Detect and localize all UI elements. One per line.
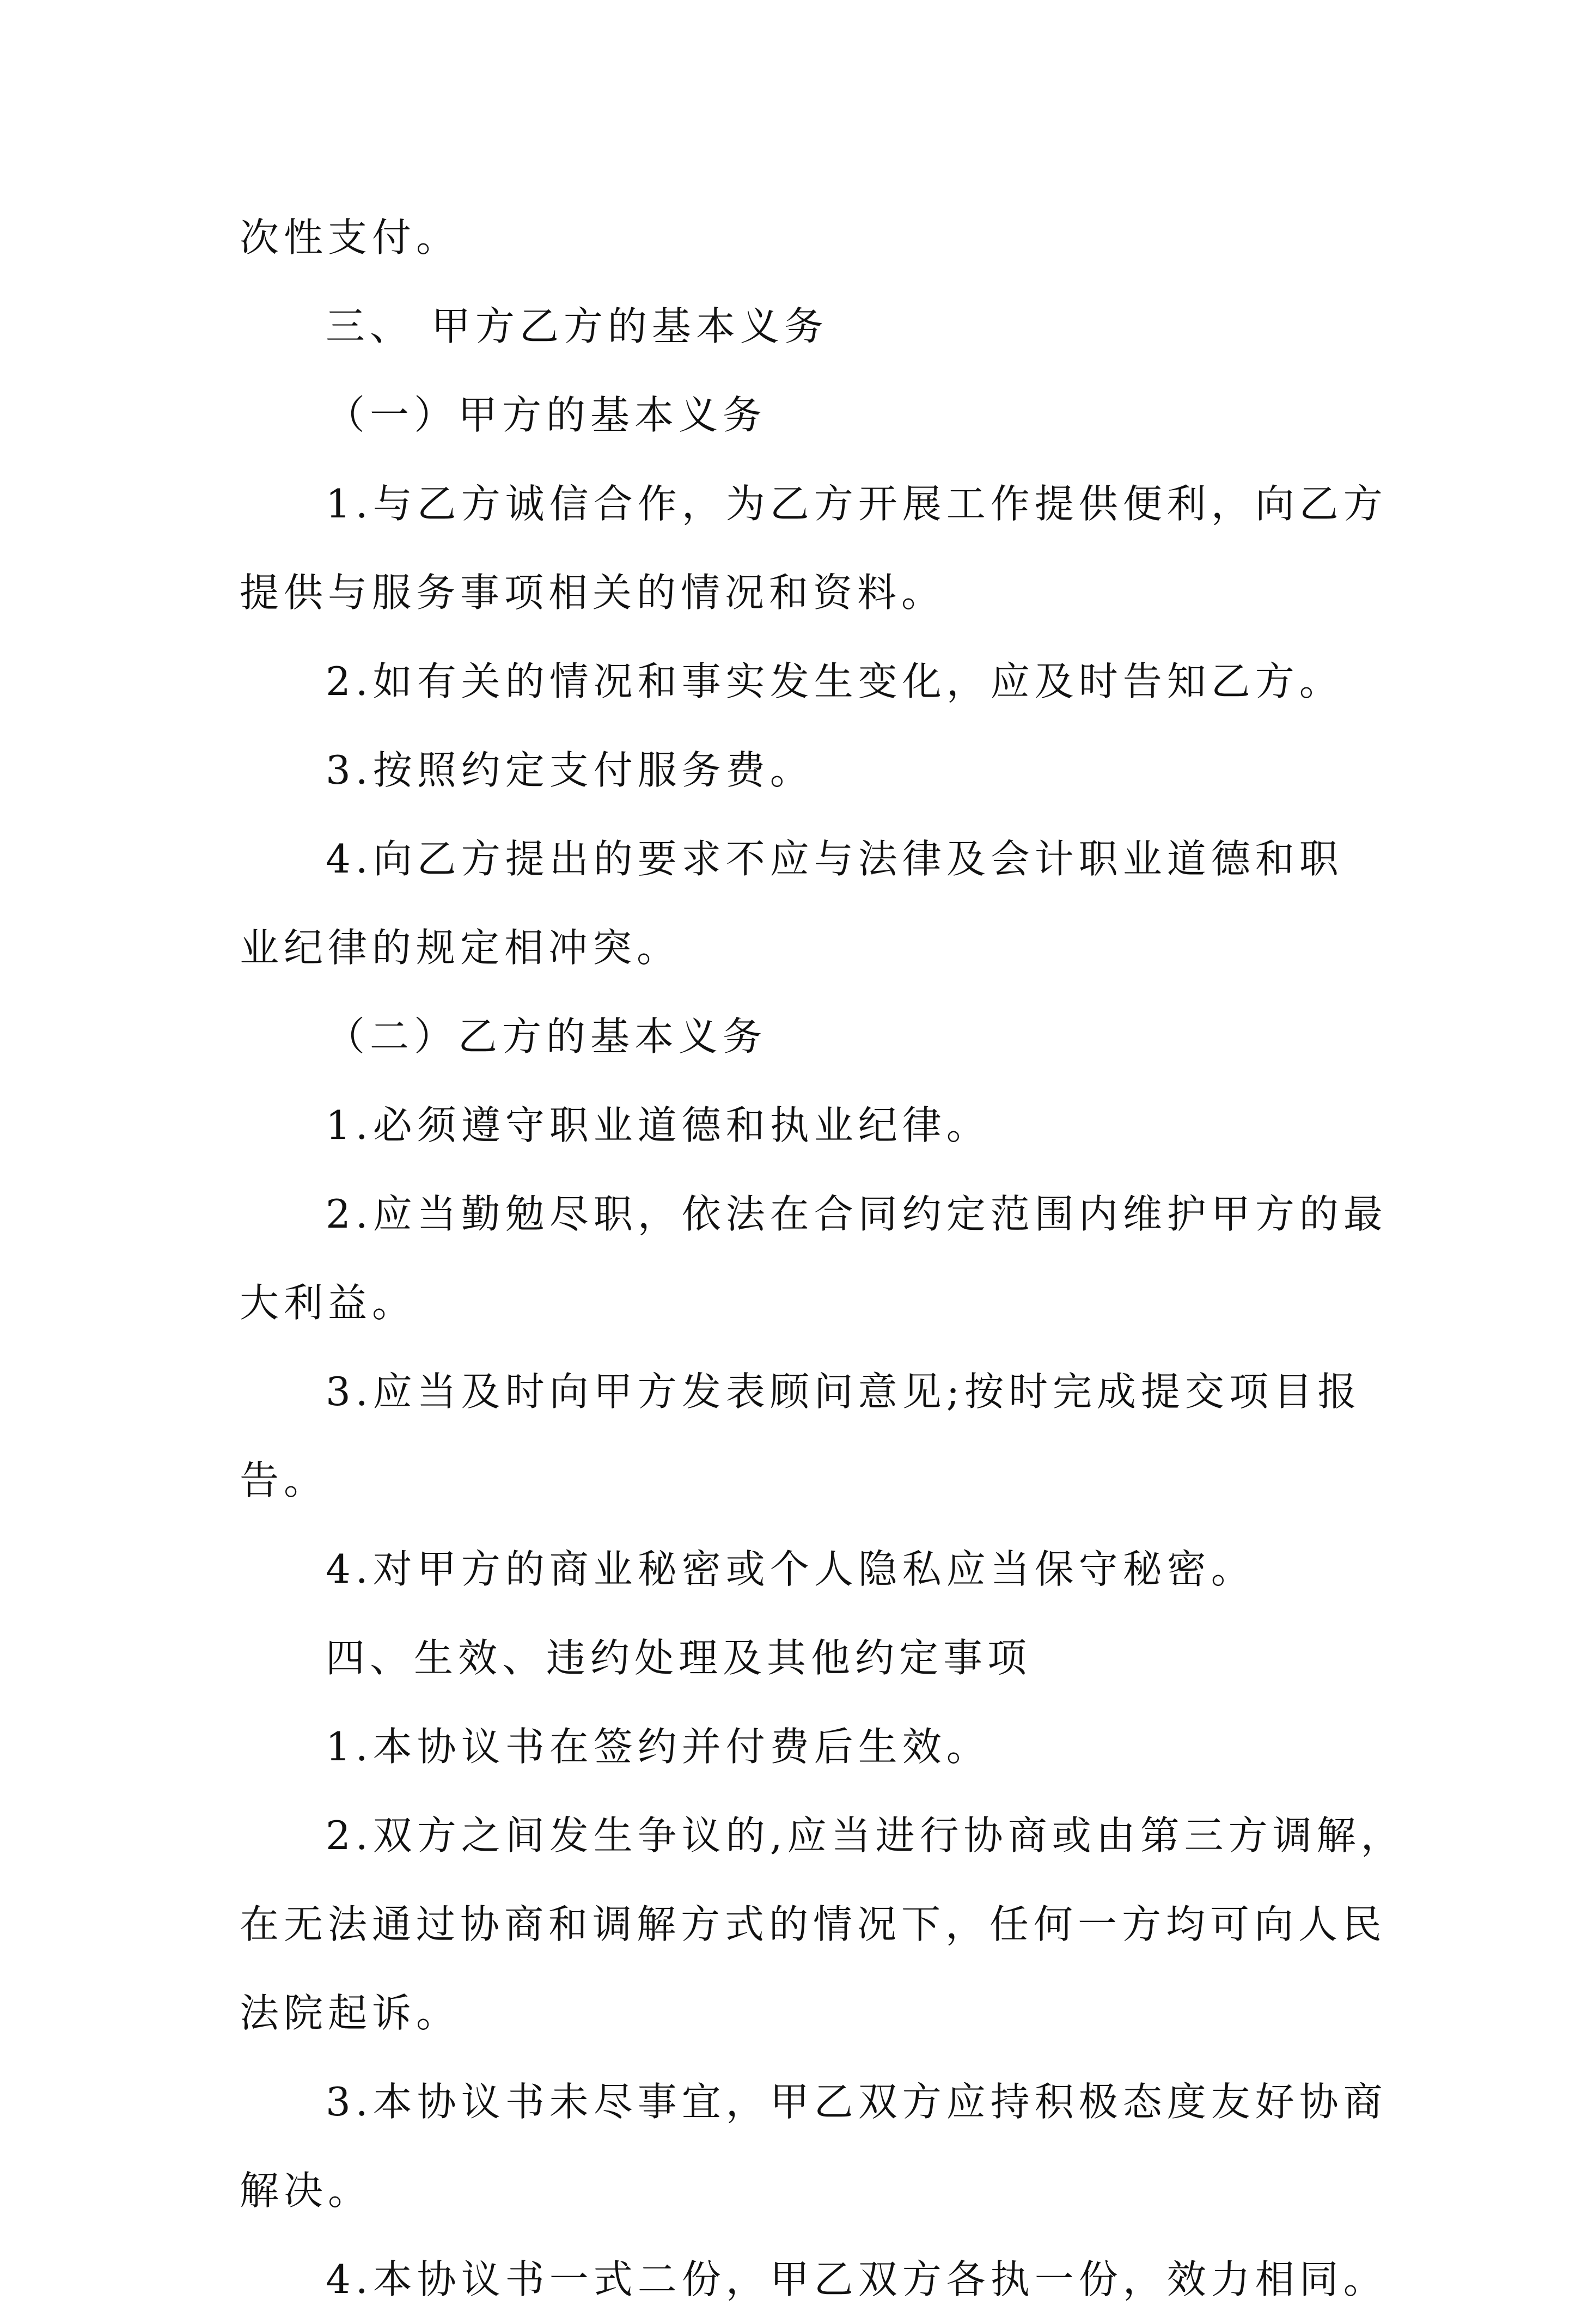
text-line: 法院起诉。 bbox=[240, 1990, 461, 2036]
text-line: 3.本协议书未尽事宜，甲乙双方应持积极态度友好协商 bbox=[326, 2079, 1388, 2125]
text-line: 2.双方之间发生争议的,应当进行协商或由第三方调解， bbox=[326, 1813, 1405, 1858]
text-line: 2.应当勤勉尽职，依法在合同约定范围内维护甲方的最 bbox=[326, 1191, 1388, 1237]
subsection-heading: （二）乙方的基本义务 bbox=[326, 1014, 767, 1059]
text-line: 次性支付。 bbox=[240, 215, 461, 260]
document-body bbox=[240, 193, 1405, 2324]
section-heading: 三、 甲方乙方的基本义务 bbox=[326, 303, 828, 349]
text-line: 大利益。 bbox=[240, 1280, 417, 1326]
text-line: 2.如有关的情况和事实发生变化，应及时告知乙方。 bbox=[326, 658, 1343, 704]
text-line: 4.对甲方的商业秘密或个人隐私应当保守秘密。 bbox=[326, 1546, 1255, 1592]
text-line: 告。 bbox=[240, 1457, 328, 1503]
text-line: 4.向乙方提出的要求不应与法律及会计职业道德和职 bbox=[326, 836, 1343, 882]
text-line: 1.本协议书在签约并付费后生效。 bbox=[326, 1724, 991, 1770]
text-line: 4.本协议书一式二份，甲乙双方各执一份，效力相同。 bbox=[326, 2256, 1388, 2302]
text-line: 1.与乙方诚信合作，为乙方开展工作提供便利，向乙方 bbox=[326, 481, 1388, 527]
text-line: 3.应当及时向甲方发表顾问意见;按时完成提交项目报 bbox=[326, 1369, 1361, 1414]
subsection-heading: （一）甲方的基本义务 bbox=[326, 392, 767, 438]
text-line: 业纪律的规定相冲突。 bbox=[240, 925, 681, 971]
text-line: 3.按照约定支付服务费。 bbox=[326, 747, 814, 793]
text-line: 提供与服务事项相关的情况和资料。 bbox=[240, 570, 946, 615]
text-line: 在无法通过协商和调解方式的情况下，任何一方均可向人民 bbox=[240, 1901, 1387, 1947]
text-line: 1.必须遵守职业道德和执业纪律。 bbox=[326, 1102, 991, 1148]
text-line: 解决。 bbox=[240, 2168, 372, 2213]
section-heading: 四、生效、违约处理及其他约定事项 bbox=[326, 1635, 1032, 1681]
